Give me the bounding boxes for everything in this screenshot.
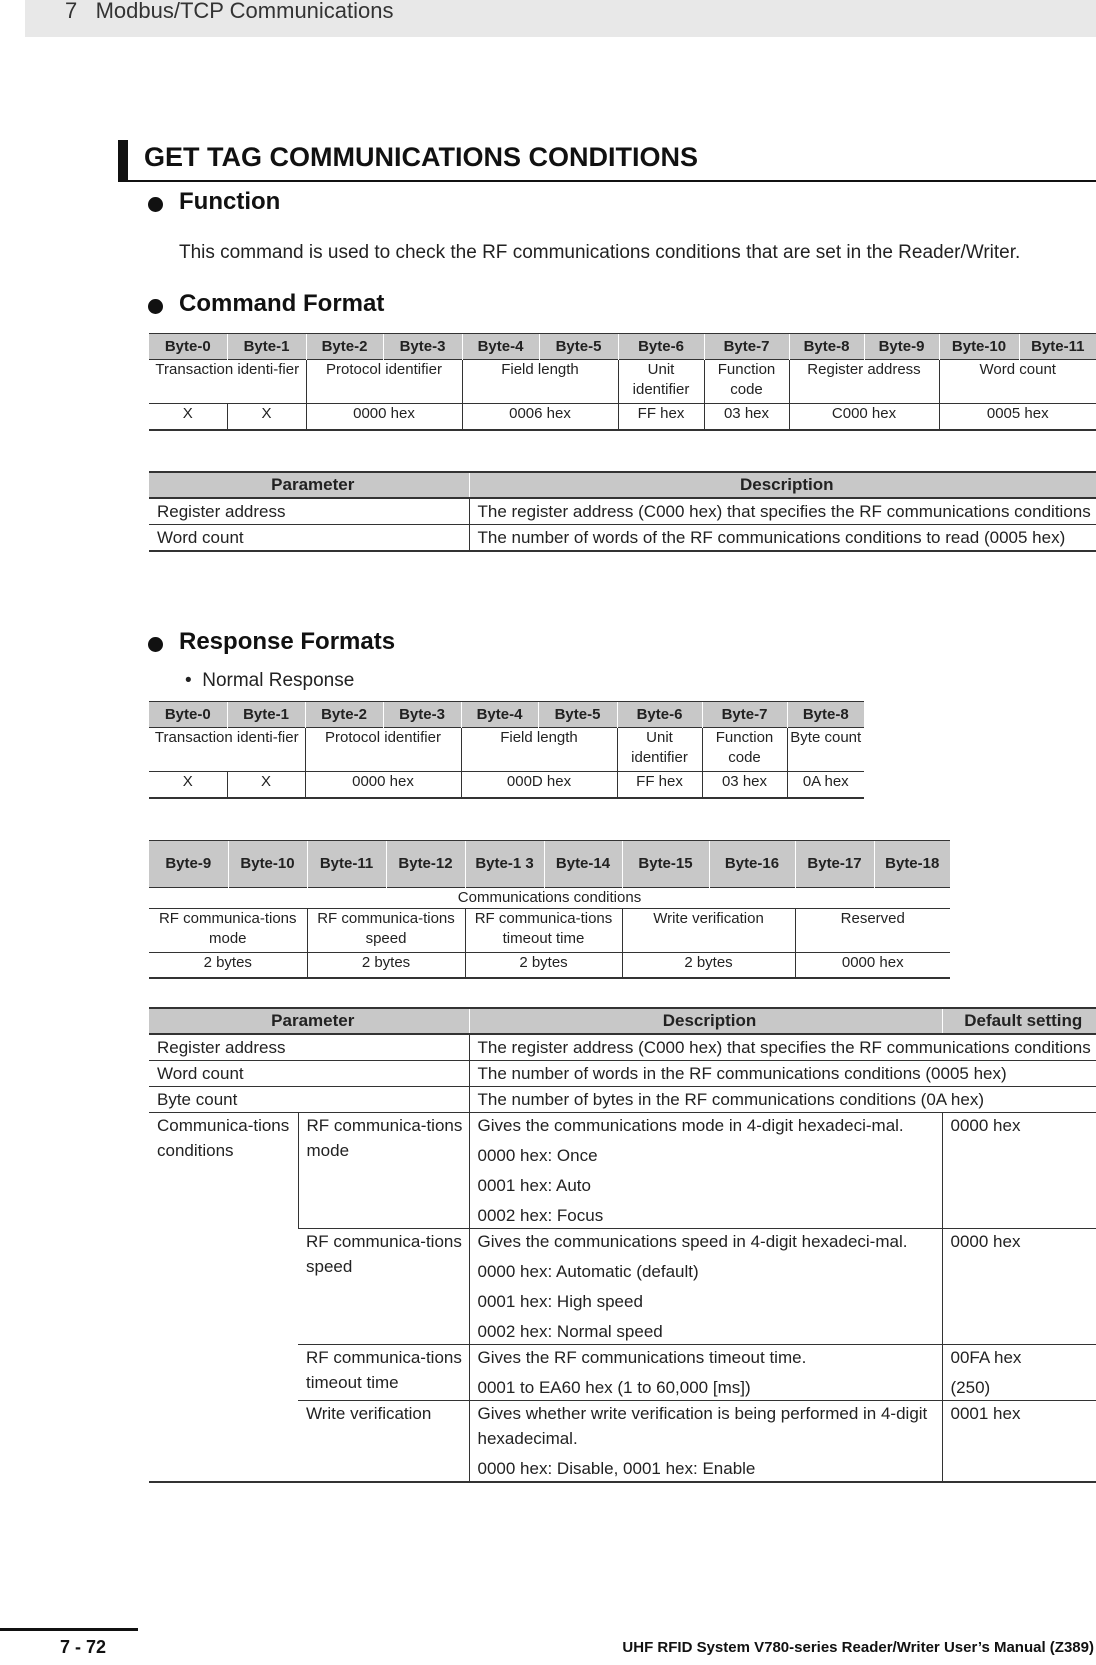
byte-header: Byte-8: [789, 334, 864, 360]
param-name: Write verification: [298, 1401, 469, 1483]
byte-header: Byte-9: [864, 334, 939, 360]
field-value: 0005 hex: [939, 404, 1096, 430]
byte-header: Byte-5: [539, 334, 618, 360]
param-desc: Gives the RF communications timeout time. 0001 to EA60 hex (1 to 60,000 [ms]): [469, 1345, 942, 1401]
field-name: Transaction identi-fier: [149, 728, 305, 772]
param-default: 00FA hex (250): [942, 1345, 1096, 1401]
normal-response-table-2: [149, 840, 950, 979]
footer-rule: [0, 1628, 138, 1631]
section-title-text: GET TAG COMMUNICATIONS CONDITIONS: [144, 142, 698, 172]
byte-header: Byte-14: [544, 841, 622, 888]
field-value: FF hex: [617, 772, 702, 798]
field-name: Protocol identifier: [306, 360, 462, 404]
param-desc: The number of words of the RF communications conditions to read (0005 hex): [469, 525, 1096, 552]
byte-header: Byte-11: [307, 841, 386, 888]
page-number: 7 - 72: [60, 1637, 107, 1657]
section-title: [118, 140, 1096, 182]
byte-header: Byte-11: [1019, 334, 1096, 360]
byte-header: Byte-7: [704, 334, 789, 360]
param-head: Description: [469, 1008, 942, 1034]
field-name: Field length: [462, 360, 618, 404]
field-value: 0A hex: [787, 772, 864, 798]
param-default: 0001 hex: [942, 1401, 1096, 1483]
field-name: Word count: [939, 360, 1096, 404]
param-name: Register address: [149, 498, 469, 525]
byte-header: Byte-0: [149, 334, 227, 360]
communications-conditions-cell: Communica-tions conditions: [149, 1113, 298, 1483]
byte-header: Byte-2: [306, 334, 383, 360]
byte-header: Byte-10: [228, 841, 307, 888]
chapter-title: 7 Modbus/TCP Communications: [65, 0, 394, 23]
byte-header: Byte-16: [709, 841, 795, 888]
byte-header: Byte-1 3: [465, 841, 544, 888]
field-value: X: [227, 404, 306, 430]
field-name: Function code: [704, 360, 789, 404]
field-name: RF communica-tions timeout time: [465, 909, 622, 953]
param-head: Parameter: [149, 472, 469, 498]
param-desc: Gives the communications mode in 4-digit hexadeci-mal. 0000 hex: Once 0001 hex: Auto 0002 hex: Focus: [469, 1113, 942, 1229]
param-desc: Gives the communications speed in 4-digit hexadeci-mal. 0000 hex: Automatic (default) 0001 hex: High speed 0002 hex: Normal speed: [469, 1229, 942, 1345]
field-name: Protocol identifier: [305, 728, 461, 772]
byte-header: Byte-18: [874, 841, 950, 888]
communications-conditions-group: Communications conditions: [149, 888, 950, 909]
param-desc: The register address (C000 hex) that specifies the RF communications conditions: [469, 498, 1096, 525]
field-name: Function code: [702, 728, 787, 772]
field-value: X: [149, 404, 227, 430]
param-desc: The register address (C000 hex) that specifies the RF communications conditions: [469, 1034, 1096, 1061]
param-head: Default setting: [942, 1008, 1096, 1034]
command-format-table: [149, 333, 1096, 431]
byte-header: Byte-0: [149, 702, 227, 728]
param-name: Word count: [149, 1061, 469, 1087]
command-parameter-table: [149, 471, 1096, 552]
byte-header: Byte-6: [617, 702, 702, 728]
byte-header: Byte-1: [227, 702, 305, 728]
byte-header: Byte-5: [538, 702, 617, 728]
normal-response-table-1: [149, 701, 864, 799]
field-value: 0000 hex: [306, 404, 462, 430]
function-text: This command is used to check the RF communications conditions that are set in the Reader/Writer.: [179, 242, 1021, 263]
byte-header: Byte-4: [461, 702, 538, 728]
field-name: Unit identifier: [618, 360, 704, 404]
field-value: 2 bytes: [622, 953, 795, 978]
param-name: Word count: [149, 525, 469, 552]
byte-header: Byte-2: [305, 702, 383, 728]
param-name: Register address: [149, 1034, 469, 1061]
param-name: RF communica-tions mode: [298, 1113, 469, 1229]
field-value: 2 bytes: [465, 953, 622, 978]
field-name: Write verification: [622, 909, 795, 953]
field-name: RF communica-tions speed: [307, 909, 465, 953]
field-value: C000 hex: [789, 404, 939, 430]
field-name: Unit identifier: [617, 728, 702, 772]
response-formats-heading: Response Formats: [149, 628, 395, 656]
param-desc: The number of bytes in the RF communications conditions (0A hex): [469, 1087, 1096, 1113]
field-name: RF communica-tions mode: [149, 909, 307, 953]
byte-header: Byte-15: [622, 841, 709, 888]
command-format-heading: Command Format: [149, 290, 384, 318]
field-value: 2 bytes: [307, 953, 465, 978]
field-value: 0000 hex: [795, 953, 950, 978]
param-name: RF communica-tions speed: [298, 1229, 469, 1345]
chapter-header-band: [25, 0, 1096, 37]
field-value: 2 bytes: [149, 953, 307, 978]
byte-header: Byte-4: [462, 334, 539, 360]
field-value: 03 hex: [702, 772, 787, 798]
field-value: 0006 hex: [462, 404, 618, 430]
byte-header: Byte-17: [795, 841, 874, 888]
byte-header: Byte-1: [227, 334, 306, 360]
byte-header: Byte-3: [383, 334, 462, 360]
normal-response-label: • Normal Response: [185, 670, 355, 691]
field-name: Field length: [461, 728, 617, 772]
field-name: Transaction identi-fier: [149, 360, 306, 404]
field-value: 0000 hex: [305, 772, 461, 798]
field-name: Register address: [789, 360, 939, 404]
byte-header: Byte-12: [386, 841, 465, 888]
param-desc: The number of words in the RF communications conditions (0005 hex): [469, 1061, 1096, 1087]
field-value: FF hex: [618, 404, 704, 430]
param-default: 0000 hex: [942, 1229, 1096, 1345]
param-desc: Gives whether write verification is being performed in 4-digit hexadecimal. 0000 hex: Disable, 0001 hex: Enable: [469, 1401, 942, 1483]
field-value: X: [227, 772, 305, 798]
param-head: Description: [469, 472, 1096, 498]
param-name: Byte count: [149, 1087, 469, 1113]
field-value: 000D hex: [461, 772, 617, 798]
field-name: Byte count: [787, 728, 864, 772]
byte-header: Byte-10: [939, 334, 1019, 360]
byte-header: Byte-8: [787, 702, 864, 728]
field-value: X: [149, 772, 227, 798]
function-heading: Function: [149, 188, 280, 216]
manual-title: UHF RFID System V780-series Reader/Writer User’s Manual (Z389): [622, 1639, 1094, 1656]
param-default: 0000 hex: [942, 1113, 1096, 1229]
byte-header: Byte-9: [149, 841, 228, 888]
response-parameter-table: [149, 1007, 1096, 1483]
field-name: Reserved: [795, 909, 950, 953]
field-value: 03 hex: [704, 404, 789, 430]
param-head: Parameter: [149, 1008, 469, 1034]
byte-header: Byte-6: [618, 334, 704, 360]
param-name: RF communica-tions timeout time: [298, 1345, 469, 1401]
byte-header: Byte-7: [702, 702, 787, 728]
byte-header: Byte-3: [383, 702, 461, 728]
